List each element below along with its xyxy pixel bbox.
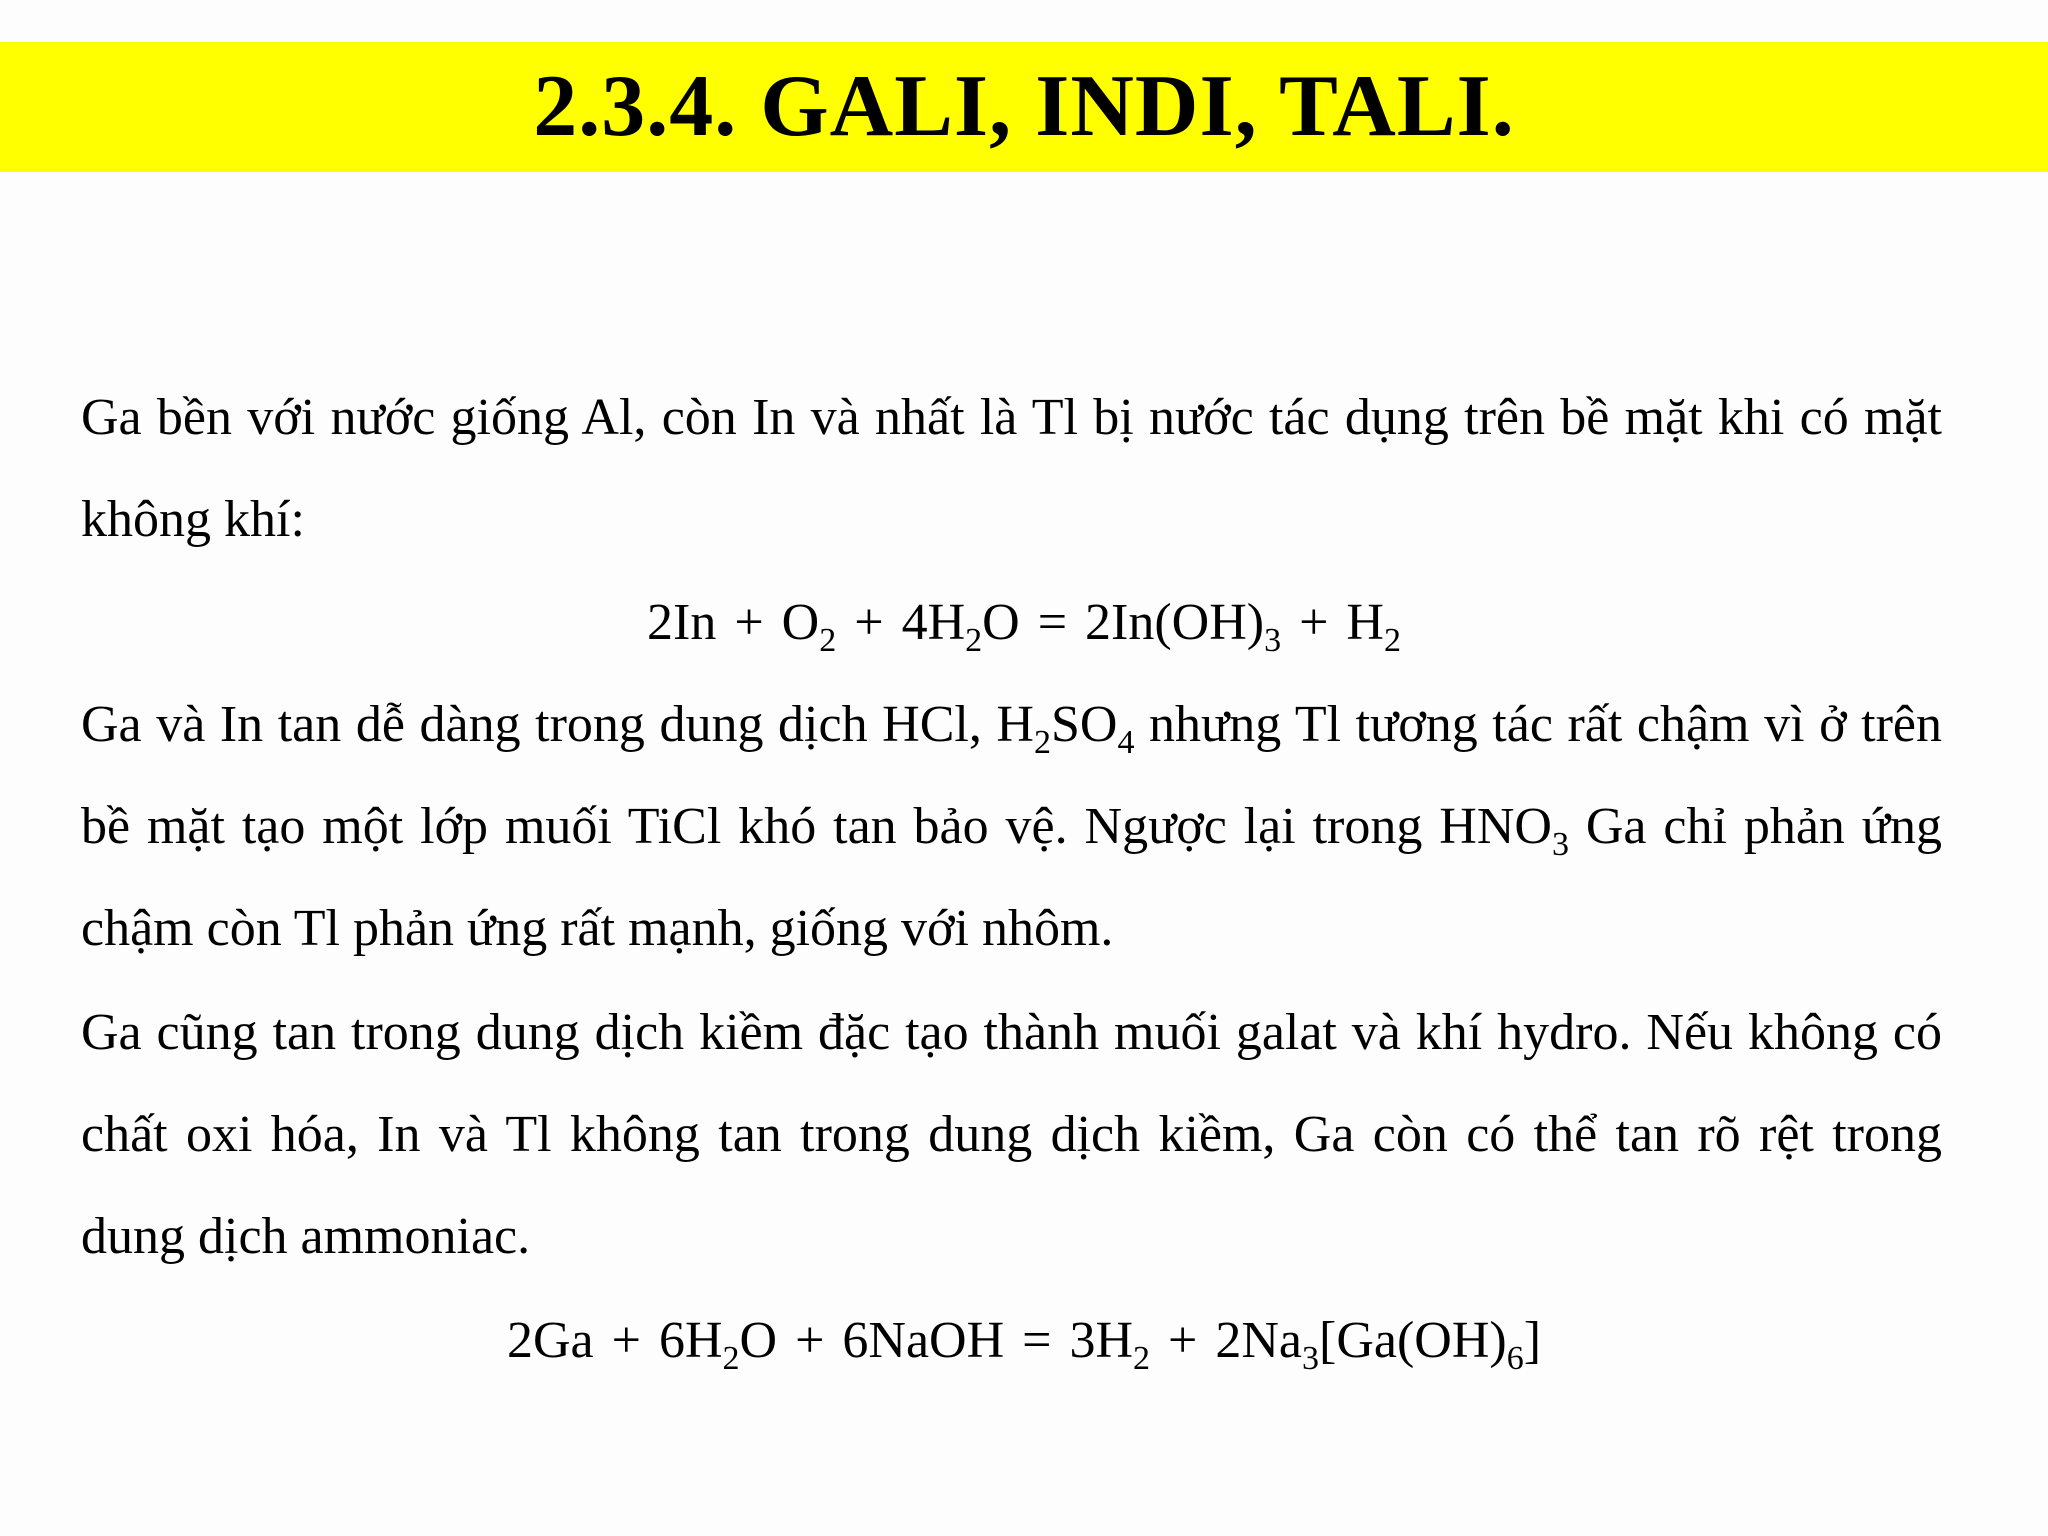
eq2-term: [Ga(OH) [1319, 1312, 1507, 1369]
eq1-equals: = [1037, 594, 1068, 651]
paragraph-water-reaction: Ga bền với nước giống Al, còn In và nhất là Tl bị nước tác dụng trên bề mặt khi có mặt không khí: [81, 389, 1942, 548]
slide-title: 2.3.4. GALI, INDI, TALI. [533, 58, 1515, 155]
eq2-subscript: 2 [1133, 1340, 1151, 1377]
eq2-operator: + [611, 1312, 641, 1369]
p2-text: SO [1050, 696, 1118, 753]
eq2-term: ] [1523, 1312, 1542, 1369]
eq1-subscript: 2 [1383, 622, 1401, 659]
eq2-term: 3H [1069, 1312, 1134, 1369]
title-banner [0, 42, 2048, 172]
eq2-term: 6NaOH [842, 1312, 1005, 1369]
eq1-subscript: 2 [819, 622, 837, 659]
eq1-term: 2In(OH) [1085, 594, 1265, 651]
p2-text: nhưng Tl tương tác rất chậm vì ở trên bề mặt tạo một lớp muối TiCl khó tan bảo vệ. Ngược lại trong HNO [81, 696, 1942, 855]
eq2-operator: + [1168, 1312, 1198, 1369]
eq1-subscript: 3 [1264, 622, 1282, 659]
eq1-subscript: 2 [965, 622, 983, 659]
p2-subscript: 2 [1033, 724, 1051, 761]
p2-text: Ga và In tan dễ dàng trong dung dịch HCl, H [81, 696, 1034, 753]
eq1-operator: + [1299, 594, 1329, 651]
p2-subscript: 4 [1117, 724, 1135, 761]
eq1-term: 4H [901, 594, 966, 651]
eq1-operator: + [854, 594, 884, 651]
eq2-equals: = [1022, 1312, 1052, 1369]
eq2-subscript: 2 [722, 1340, 740, 1377]
eq2-term: 2Ga [506, 1312, 594, 1369]
equation-indium-water [0, 572, 2048, 674]
equation-gallium-naoh [0, 1290, 2048, 1392]
eq2-operator: + [795, 1312, 825, 1369]
paragraph-acid-reaction [81, 674, 1942, 980]
eq1-term: H [1346, 594, 1384, 651]
paragraph-alkali-reaction: Ga cũng tan trong dung dịch kiềm đặc tạo thành muối galat và khí hydro. Nếu không có chất oxi hóa, In và Tl không tan trong dung dịch kiềm, Ga còn có thể tan rõ rệt trong dung dịch ammoniac. [81, 1004, 1942, 1265]
eq2-term: O [739, 1312, 778, 1369]
eq2-term: 6H [658, 1312, 723, 1369]
eq1-operator: + [734, 594, 764, 651]
eq2-subscript: 6 [1506, 1340, 1524, 1377]
p2-text: Ga chỉ phản ứng chậm còn Tl phản ứng rất mạnh, giống với nhôm. [81, 798, 1942, 957]
eq2-subscript: 3 [1302, 1340, 1319, 1377]
eq2-term: 2Na [1215, 1312, 1302, 1369]
eq1-term: 2In [647, 594, 717, 651]
p2-subscript: 3 [1551, 826, 1569, 863]
eq1-term: O [781, 594, 820, 651]
eq1-term: O [982, 594, 1020, 651]
